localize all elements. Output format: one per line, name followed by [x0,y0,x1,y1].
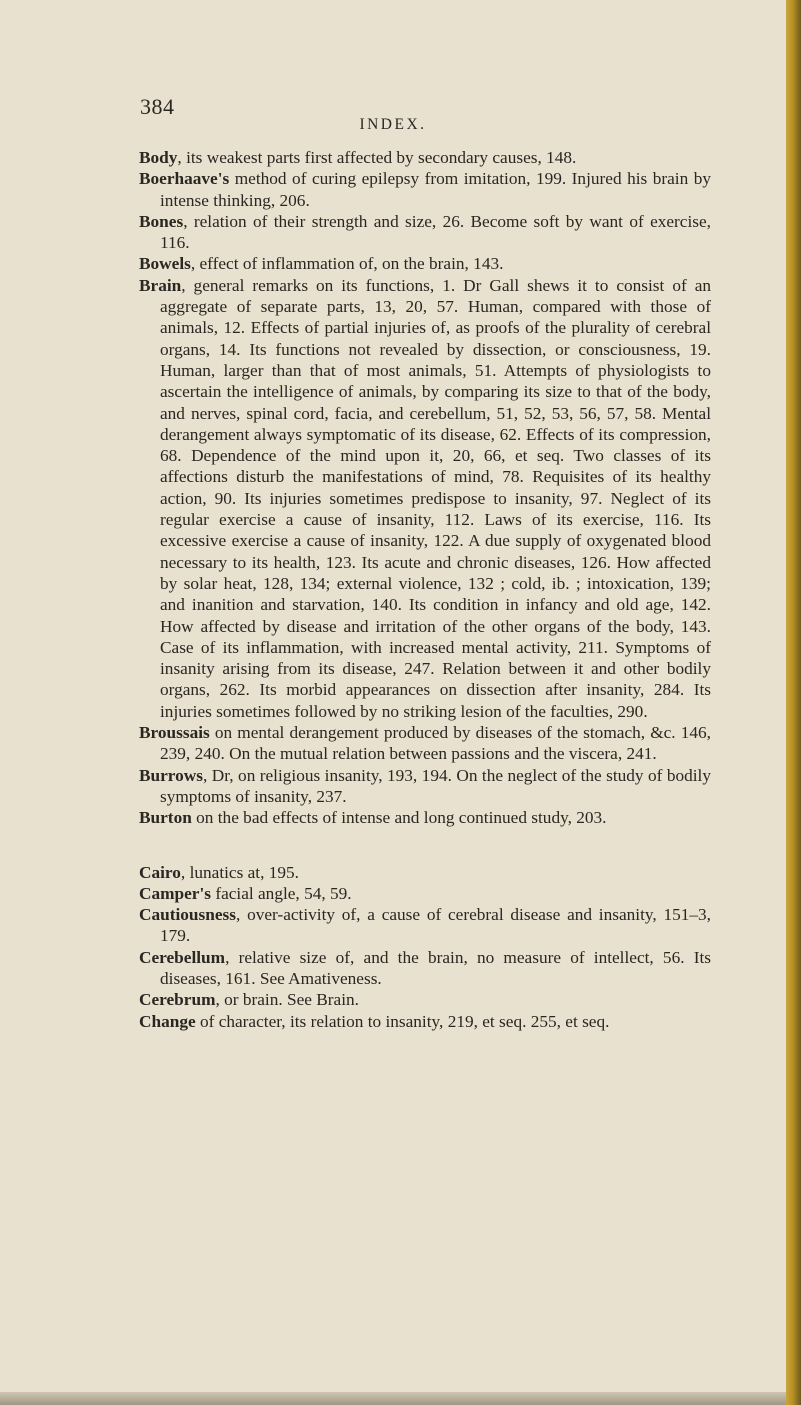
entry-headword: Burton [139,808,192,828]
entry-text: , or brain. See Brain. [215,990,359,1010]
entry-headword: Cairo [139,862,181,882]
entry-text: , lunatics at, 195. [180,862,299,882]
page-edge-right [786,0,801,1405]
entry-text: , its weakest parts first affected by secondary causes, 148. [177,148,577,167]
entry-headword: Cerebrum [139,990,216,1010]
index-entry [139,1011,711,1032]
entry-headword: Brain [139,275,182,295]
index-entry [139,862,711,883]
entry-headword: Body [139,148,178,167]
page-edge-bottom [0,1392,786,1405]
entry-text: on the bad effects of intense and long continued study, 203. [191,808,607,828]
entry-headword: Boerhaave's [139,169,230,189]
entry-headword: Cautiousness [139,905,236,925]
entry-headword: Bowels [139,254,191,274]
entry-headword: Cerebellum [139,947,226,967]
entry-text: , Dr, on religious insanity, 193, 194. On the neglect of the study of bodily symptoms of insanity, 237. [160,765,711,806]
index-entry [139,168,711,211]
entry-headword: Bones [139,211,184,231]
entry-text: , relation of their strength and size, 26. Become soft by want of exercise, 116. [160,211,711,253]
index-entry [139,147,711,168]
entry-text: , effect of inflammation of, on the brain, 143. [190,254,504,274]
entry-headword: Broussais [139,723,210,743]
index-entry [139,904,711,947]
index-entry [139,947,711,990]
entry-headword: Camper's [139,883,211,903]
index-entry [139,275,711,722]
entry-text: , over-activity of, a cause of cerebral disease and insanity, 151–3, 179. [160,905,711,946]
entry-headword: Change [139,1011,196,1031]
index-entry [139,883,711,904]
page-number: 384 [140,94,175,119]
index-entry [139,765,711,808]
entry-text: method of curing epilepsy from imitation, 199. Injured his brain by intense thinking, 206. [160,169,711,210]
index-entry [139,807,711,828]
entry-text: facial angle, 54, 59. [211,883,352,903]
running-head: INDEX. [359,116,427,133]
index-entry [139,722,711,765]
index-entry [139,253,711,274]
index-entry [139,989,711,1010]
entry-text: , general remarks on its functions, 1. Dr Gall shews it to consist of an aggregate of separate parts, 13, 20, 57. Human, compared with those of animals, 12. Effects of partial injuries of, as proofs of the plurality of cerebral organs, 14. Its functions not revealed by dissection, or consciousness, 19. Human, larger than that of most animals, 51. Attempts of physiologists to ascertain the intelligence of animals, by comparing its size to that of the body, and nerves, spinal cord, facia, and cerebellum, 51, 52, 53, 56, 57, 58. Mental derangement always symptomatic of its disease, 62. Effects of its compression, 68. Dependence of the mind upon it, 20, 66, et seq. Two classes of its affections disturb the manifestations of mind, 78. Requisites of its healthy action, 90. Its injuries sometimes predispose to insanity, 97. Neglect of its regular exercise a cause of insanity, 112. Laws of its exercise, 116. Its excessive exercise a cause of insanity, 122. A due supply of oxygenated blood necessary to its health, 123. Its acute and chronic diseases, 126. How affected by solar heat, 128, 134; external violence, 132 ; cold, ib. ; intoxication, 139; and inanition and starvation, 140. Its condition in infancy and old age, 142. How affected by disease and irritation of the other organs of the body, 143. Case of its inflammation, with increased mental activity, 211. Symptoms of insanity arising from its disease, 247. Relation between it and other bodily organs, 262. Its morbid appearances on dissection after insanity, 284. Its injuries sometimes followed by no striking lesion of the faculties, 290. [160,275,711,721]
index-entry [139,211,711,254]
entry-text: on mental derangement produced by diseases of the stomach, &c. 146, 239, 240. On the mutual relation between passions and the viscera, 241. [160,723,711,764]
entry-text: of character, its relation to insanity, 219, et seq. 255, et seq. [195,1011,610,1031]
entry-text: , relative size of, and the brain, no measure of intellect, 56. Its diseases, 161. See Amativeness. [160,947,711,988]
index-column [139,147,711,1032]
entry-headword: Burrows [139,765,204,785]
